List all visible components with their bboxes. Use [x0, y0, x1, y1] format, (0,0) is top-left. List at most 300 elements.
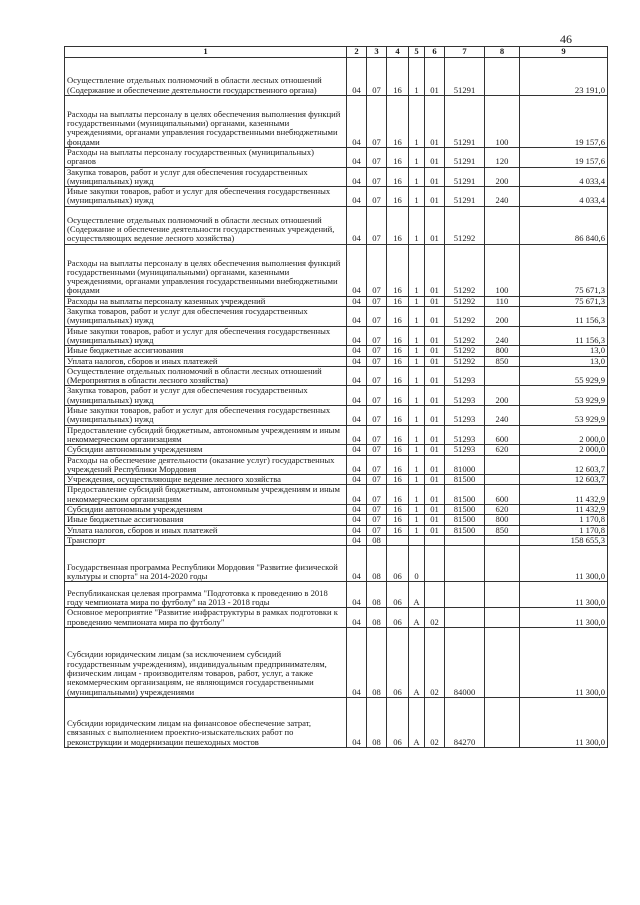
- code-cell: 08: [367, 608, 387, 628]
- code-cell: 04: [347, 326, 367, 346]
- code-cell: 51292: [445, 326, 485, 346]
- amount-cell: 11 156,3: [520, 307, 608, 327]
- amount-cell: 75 671,3: [520, 244, 608, 296]
- code-cell: 04: [347, 608, 367, 628]
- code-cell: 1: [409, 475, 425, 485]
- code-cell: 06: [387, 608, 409, 628]
- code-cell: 01: [425, 505, 445, 515]
- code-cell: А: [409, 608, 425, 628]
- code-cell: 04: [347, 425, 367, 445]
- table-row: [65, 58, 608, 96]
- code-cell: 1: [409, 187, 425, 207]
- row-name-cell: Иные бюджетные ассигнования: [65, 515, 347, 525]
- code-cell: 04: [347, 148, 367, 168]
- code-cell: 16: [387, 406, 409, 426]
- code-cell: 1: [409, 505, 425, 515]
- code-cell: 1: [409, 244, 425, 296]
- code-cell: 07: [367, 525, 387, 535]
- table-row: [65, 425, 608, 445]
- code-cell: 07: [367, 515, 387, 525]
- table-row: [65, 535, 608, 545]
- code-cell: 06: [387, 697, 409, 747]
- amount-cell: 158 655,3: [520, 535, 608, 545]
- code-cell: 81500: [445, 475, 485, 485]
- code-cell: 01: [425, 307, 445, 327]
- code-cell: 1: [409, 445, 425, 455]
- code-cell: [485, 627, 520, 697]
- code-cell: 16: [387, 206, 409, 244]
- code-cell: 16: [387, 356, 409, 366]
- table-row: [65, 148, 608, 168]
- table-body: [65, 58, 608, 748]
- code-cell: 07: [367, 346, 387, 356]
- table-row: [65, 356, 608, 366]
- row-name-cell: Республиканская целевая программа "Подготовка к проведению в 2018 году чемпионата мира по футболу" на 2013 - 2018 годы: [65, 582, 347, 608]
- code-cell: А: [409, 697, 425, 747]
- code-cell: 1: [409, 425, 425, 445]
- code-cell: 51293: [445, 366, 485, 386]
- code-cell: 81500: [445, 505, 485, 515]
- budget-table: [64, 46, 608, 748]
- code-cell: 110: [485, 296, 520, 306]
- code-cell: 04: [347, 455, 367, 475]
- table-row: [65, 244, 608, 296]
- code-cell: 07: [367, 366, 387, 386]
- table-row: [65, 455, 608, 475]
- table-row: [65, 475, 608, 485]
- code-cell: 81500: [445, 525, 485, 535]
- code-cell: 07: [367, 206, 387, 244]
- code-cell: 16: [387, 455, 409, 475]
- amount-cell: 11 300,0: [520, 582, 608, 608]
- code-cell: 240: [485, 406, 520, 426]
- code-cell: 07: [367, 386, 387, 406]
- row-name-cell: Закупка товаров, работ и услуг для обеспечения государственных (муниципальных) нужд: [65, 307, 347, 327]
- code-cell: 1: [409, 356, 425, 366]
- header-cell: 8: [485, 47, 520, 58]
- row-name-cell: Субсидии юридическим лицам на финансовое обеспечение затрат, связанных с выполнением проектно-изыскательских работ по реконструкции и модернизации пешеходных мостов: [65, 697, 347, 747]
- code-cell: 16: [387, 307, 409, 327]
- table-row: [65, 608, 608, 628]
- code-cell: 08: [367, 582, 387, 608]
- code-cell: 1: [409, 326, 425, 346]
- table-row: [65, 206, 608, 244]
- code-cell: 07: [367, 326, 387, 346]
- header-cell: 4: [387, 47, 409, 58]
- code-cell: 81500: [445, 515, 485, 525]
- code-cell: 01: [425, 386, 445, 406]
- amount-cell: 86 840,6: [520, 206, 608, 244]
- code-cell: 100: [485, 96, 520, 148]
- code-cell: [485, 608, 520, 628]
- code-cell: 04: [347, 366, 367, 386]
- table-row: [65, 96, 608, 148]
- code-cell: А: [409, 627, 425, 697]
- code-cell: 01: [425, 445, 445, 455]
- code-cell: 01: [425, 406, 445, 426]
- header-cell: 7: [445, 47, 485, 58]
- code-cell: 08: [367, 627, 387, 697]
- code-cell: 01: [425, 525, 445, 535]
- code-cell: 51292: [445, 206, 485, 244]
- code-cell: 800: [485, 346, 520, 356]
- code-cell: 08: [367, 697, 387, 747]
- code-cell: 1: [409, 167, 425, 187]
- code-cell: 1: [409, 406, 425, 426]
- code-cell: 04: [347, 307, 367, 327]
- code-cell: 850: [485, 356, 520, 366]
- amount-cell: 2 000,0: [520, 425, 608, 445]
- table-row: [65, 167, 608, 187]
- code-cell: 51293: [445, 386, 485, 406]
- code-cell: 04: [347, 244, 367, 296]
- row-name-cell: Расходы на выплаты персоналу в целях обеспечения выполнения функций государственными (муниципальными) органами, казенными учреждениями, органами управления государственными внебюджетными фондами: [65, 96, 347, 148]
- code-cell: 51292: [445, 296, 485, 306]
- table-row: [65, 485, 608, 505]
- amount-cell: 19 157,6: [520, 96, 608, 148]
- amount-cell: 53 929,9: [520, 386, 608, 406]
- code-cell: 16: [387, 96, 409, 148]
- code-cell: 04: [347, 525, 367, 535]
- table-row: [65, 546, 608, 582]
- amount-cell: 75 671,3: [520, 296, 608, 306]
- amount-cell: 11 300,0: [520, 697, 608, 747]
- code-cell: 1: [409, 148, 425, 168]
- code-cell: 04: [347, 546, 367, 582]
- code-cell: 51292: [445, 307, 485, 327]
- table-row: [65, 697, 608, 747]
- row-name-cell: Осуществление отдельных полномочий в области лесных отношений (Мероприятия в области лесного хозяйства): [65, 366, 347, 386]
- code-cell: [485, 582, 520, 608]
- code-cell: 16: [387, 386, 409, 406]
- code-cell: 1: [409, 58, 425, 96]
- code-cell: 07: [367, 244, 387, 296]
- code-cell: 01: [425, 148, 445, 168]
- code-cell: 04: [347, 505, 367, 515]
- code-cell: 16: [387, 505, 409, 515]
- amount-cell: 19 157,6: [520, 148, 608, 168]
- code-cell: 51293: [445, 445, 485, 455]
- header-cell: 9: [520, 47, 608, 58]
- code-cell: 16: [387, 425, 409, 445]
- code-cell: 04: [347, 386, 367, 406]
- amount-cell: 13,0: [520, 356, 608, 366]
- code-cell: 07: [367, 148, 387, 168]
- code-cell: 16: [387, 187, 409, 207]
- code-cell: 1: [409, 525, 425, 535]
- code-cell: 04: [347, 296, 367, 306]
- code-cell: 51293: [445, 425, 485, 445]
- row-name-cell: Предоставление субсидий бюджетным, автономным учреждениям и иным некоммерческим организациям: [65, 485, 347, 505]
- row-name-cell: Субсидии юридическим лицам (за исключением субсидий государственным учреждениям), индивидуальным предпринимателям, физическим лицам - производителям товаров, работ, услуг, а также некоммерческим организациям, не являющимся государственными (муниципальными) учреждениями: [65, 627, 347, 697]
- code-cell: 01: [425, 296, 445, 306]
- code-cell: 620: [485, 505, 520, 515]
- code-cell: 01: [425, 58, 445, 96]
- amount-cell: 23 191,0: [520, 58, 608, 96]
- table-row: [65, 445, 608, 455]
- code-cell: 04: [347, 697, 367, 747]
- code-cell: 81000: [445, 455, 485, 475]
- code-cell: [485, 546, 520, 582]
- code-cell: 800: [485, 515, 520, 525]
- code-cell: 07: [367, 58, 387, 96]
- table-row: [65, 386, 608, 406]
- code-cell: 51291: [445, 148, 485, 168]
- code-cell: 16: [387, 58, 409, 96]
- header-cell: 5: [409, 47, 425, 58]
- code-cell: 04: [347, 356, 367, 366]
- code-cell: 51292: [445, 356, 485, 366]
- code-cell: 1: [409, 515, 425, 525]
- code-cell: [425, 582, 445, 608]
- code-cell: 04: [347, 627, 367, 697]
- row-name-cell: Расходы на выплаты персоналу государственных (муниципальных) органов: [65, 148, 347, 168]
- code-cell: 240: [485, 326, 520, 346]
- code-cell: 240: [485, 187, 520, 207]
- code-cell: 01: [425, 485, 445, 505]
- code-cell: 1: [409, 296, 425, 306]
- code-cell: 16: [387, 485, 409, 505]
- code-cell: 600: [485, 425, 520, 445]
- code-cell: 84000: [445, 627, 485, 697]
- row-name-cell: Субсидии автономным учреждениям: [65, 505, 347, 515]
- code-cell: 16: [387, 515, 409, 525]
- code-cell: [485, 206, 520, 244]
- code-cell: [445, 546, 485, 582]
- code-cell: 200: [485, 307, 520, 327]
- code-cell: 850: [485, 525, 520, 535]
- code-cell: 01: [425, 96, 445, 148]
- code-cell: [425, 535, 445, 545]
- code-cell: 16: [387, 167, 409, 187]
- code-cell: 16: [387, 148, 409, 168]
- code-cell: 51293: [445, 406, 485, 426]
- amount-cell: 4 033,4: [520, 167, 608, 187]
- code-cell: 16: [387, 445, 409, 455]
- code-cell: 16: [387, 475, 409, 485]
- code-cell: 16: [387, 525, 409, 535]
- code-cell: 02: [425, 627, 445, 697]
- header-cell: 1: [65, 47, 347, 58]
- code-cell: 200: [485, 386, 520, 406]
- amount-cell: 11 300,0: [520, 546, 608, 582]
- code-cell: 01: [425, 425, 445, 445]
- row-name-cell: Осуществление отдельных полномочий в области лесных отношений (Содержание и обеспечение деятельности государственного органа): [65, 58, 347, 96]
- code-cell: [387, 535, 409, 545]
- row-name-cell: Иные закупки товаров, работ и услуг для обеспечения государственных (муниципальных) нужд: [65, 326, 347, 346]
- code-cell: 04: [347, 582, 367, 608]
- code-cell: 08: [367, 546, 387, 582]
- amount-cell: 1 170,8: [520, 525, 608, 535]
- code-cell: 01: [425, 515, 445, 525]
- code-cell: 07: [367, 475, 387, 485]
- code-cell: 04: [347, 406, 367, 426]
- code-cell: 07: [367, 485, 387, 505]
- code-cell: 07: [367, 96, 387, 148]
- amount-cell: 4 033,4: [520, 187, 608, 207]
- code-cell: 16: [387, 244, 409, 296]
- code-cell: 04: [347, 187, 367, 207]
- code-cell: 07: [367, 425, 387, 445]
- code-cell: 84270: [445, 697, 485, 747]
- row-name-cell: Транспорт: [65, 535, 347, 545]
- amount-cell: 12 603,7: [520, 475, 608, 485]
- code-cell: 06: [387, 546, 409, 582]
- amount-cell: 1 170,8: [520, 515, 608, 525]
- code-cell: 1: [409, 307, 425, 327]
- code-cell: [445, 535, 485, 545]
- code-cell: 02: [425, 608, 445, 628]
- code-cell: 620: [485, 445, 520, 455]
- row-name-cell: Иные бюджетные ассигнования: [65, 346, 347, 356]
- amount-cell: 53 929,9: [520, 406, 608, 426]
- code-cell: 1: [409, 485, 425, 505]
- code-cell: [485, 697, 520, 747]
- code-cell: 07: [367, 445, 387, 455]
- amount-cell: 13,0: [520, 346, 608, 356]
- row-name-cell: Государственная программа Республики Мордовия "Развитие физической культуры и спорта" на 2014-2020 годы: [65, 546, 347, 582]
- table-row: [65, 296, 608, 306]
- row-name-cell: Уплата налогов, сборов и иных платежей: [65, 356, 347, 366]
- code-cell: 07: [367, 356, 387, 366]
- amount-cell: 11 432,9: [520, 485, 608, 505]
- code-cell: 04: [347, 445, 367, 455]
- code-cell: 04: [347, 206, 367, 244]
- code-cell: [485, 475, 520, 485]
- code-cell: 08: [367, 535, 387, 545]
- code-cell: 04: [347, 535, 367, 545]
- code-cell: 01: [425, 244, 445, 296]
- row-name-cell: Предоставление субсидий бюджетным, автономным учреждениям и иным некоммерческим организациям: [65, 425, 347, 445]
- table-row: [65, 505, 608, 515]
- table-row: [65, 582, 608, 608]
- row-name-cell: Иные закупки товаров, работ и услуг для обеспечения государственных (муниципальных) нужд: [65, 187, 347, 207]
- code-cell: 51291: [445, 187, 485, 207]
- code-cell: 81500: [445, 485, 485, 505]
- amount-cell: 2 000,0: [520, 445, 608, 455]
- code-cell: [445, 582, 485, 608]
- code-cell: 51292: [445, 346, 485, 356]
- code-cell: [425, 546, 445, 582]
- code-cell: 51291: [445, 167, 485, 187]
- code-cell: 04: [347, 346, 367, 356]
- row-name-cell: Закупка товаров, работ и услуг для обеспечения государственных (муниципальных) нужд: [65, 167, 347, 187]
- code-cell: 01: [425, 187, 445, 207]
- row-name-cell: Основное мероприятие "Развитие инфраструктуры в рамках подготовки к проведению чемпионата мира по футболу": [65, 608, 347, 628]
- table-row: [65, 307, 608, 327]
- header-cell: 2: [347, 47, 367, 58]
- table-row: [65, 515, 608, 525]
- table-row: [65, 525, 608, 535]
- code-cell: 01: [425, 206, 445, 244]
- row-name-cell: Учреждения, осуществляющие ведение лесного хозяйства: [65, 475, 347, 485]
- code-cell: 01: [425, 475, 445, 485]
- amount-cell: 11 432,9: [520, 505, 608, 515]
- table-row: [65, 366, 608, 386]
- code-cell: А: [409, 582, 425, 608]
- code-cell: [485, 366, 520, 386]
- code-cell: 51292: [445, 244, 485, 296]
- code-cell: [445, 608, 485, 628]
- row-name-cell: Расходы на выплаты персоналу в целях обеспечения выполнения функций государственными (муниципальными) органами, казенными учреждениями, органами управления государственными внебюджетными фондами: [65, 244, 347, 296]
- code-cell: 51291: [445, 96, 485, 148]
- code-cell: 04: [347, 167, 367, 187]
- code-cell: [409, 535, 425, 545]
- code-cell: 04: [347, 96, 367, 148]
- row-name-cell: Расходы на выплаты персоналу казенных учреждений: [65, 296, 347, 306]
- row-name-cell: Уплата налогов, сборов и иных платежей: [65, 525, 347, 535]
- code-cell: 16: [387, 346, 409, 356]
- code-cell: 120: [485, 148, 520, 168]
- code-cell: 1: [409, 366, 425, 386]
- row-name-cell: Осуществление отдельных полномочий в области лесных отношений (Содержание и обеспечение деятельности государственных учреждений, осуществляющих ведение лесного хозяйства): [65, 206, 347, 244]
- row-name-cell: Расходы на обеспечение деятельности (оказание услуг) государственных учреждений Республики Мордовия: [65, 455, 347, 475]
- code-cell: 01: [425, 326, 445, 346]
- code-cell: 07: [367, 505, 387, 515]
- code-cell: 06: [387, 627, 409, 697]
- page-number: 46: [560, 32, 572, 46]
- code-cell: 1: [409, 455, 425, 475]
- code-cell: 16: [387, 296, 409, 306]
- code-cell: 07: [367, 455, 387, 475]
- code-cell: 100: [485, 244, 520, 296]
- table-row: [65, 406, 608, 426]
- code-cell: 600: [485, 485, 520, 505]
- amount-cell: 11 300,0: [520, 627, 608, 697]
- code-cell: 1: [409, 206, 425, 244]
- code-cell: 16: [387, 366, 409, 386]
- table-row: [65, 627, 608, 697]
- header-cell: 6: [425, 47, 445, 58]
- amount-cell: 11 300,0: [520, 608, 608, 628]
- code-cell: 01: [425, 356, 445, 366]
- code-cell: [485, 58, 520, 96]
- code-cell: 07: [367, 187, 387, 207]
- header-cell: 3: [367, 47, 387, 58]
- amount-cell: 12 603,7: [520, 455, 608, 475]
- code-cell: 1: [409, 96, 425, 148]
- code-cell: [485, 455, 520, 475]
- code-cell: 02: [425, 697, 445, 747]
- table-row: [65, 346, 608, 356]
- code-cell: 04: [347, 515, 367, 525]
- code-cell: 01: [425, 366, 445, 386]
- code-cell: 04: [347, 485, 367, 505]
- code-cell: 1: [409, 386, 425, 406]
- table-row: [65, 326, 608, 346]
- table-row: [65, 187, 608, 207]
- row-name-cell: Субсидии автономным учреждениям: [65, 445, 347, 455]
- code-cell: 01: [425, 455, 445, 475]
- code-cell: 06: [387, 582, 409, 608]
- code-cell: 04: [347, 58, 367, 96]
- amount-cell: 55 929,9: [520, 366, 608, 386]
- code-cell: 07: [367, 296, 387, 306]
- row-name-cell: Закупка товаров, работ и услуг для обеспечения государственных (муниципальных) нужд: [65, 386, 347, 406]
- code-cell: 51291: [445, 58, 485, 96]
- header-row: [65, 47, 608, 58]
- code-cell: 1: [409, 346, 425, 356]
- code-cell: [485, 535, 520, 545]
- code-cell: 0: [409, 546, 425, 582]
- code-cell: 07: [367, 307, 387, 327]
- code-cell: 04: [347, 475, 367, 485]
- row-name-cell: Иные закупки товаров, работ и услуг для обеспечения государственных (муниципальных) нужд: [65, 406, 347, 426]
- code-cell: 01: [425, 167, 445, 187]
- code-cell: 16: [387, 326, 409, 346]
- code-cell: 07: [367, 406, 387, 426]
- amount-cell: 11 156,3: [520, 326, 608, 346]
